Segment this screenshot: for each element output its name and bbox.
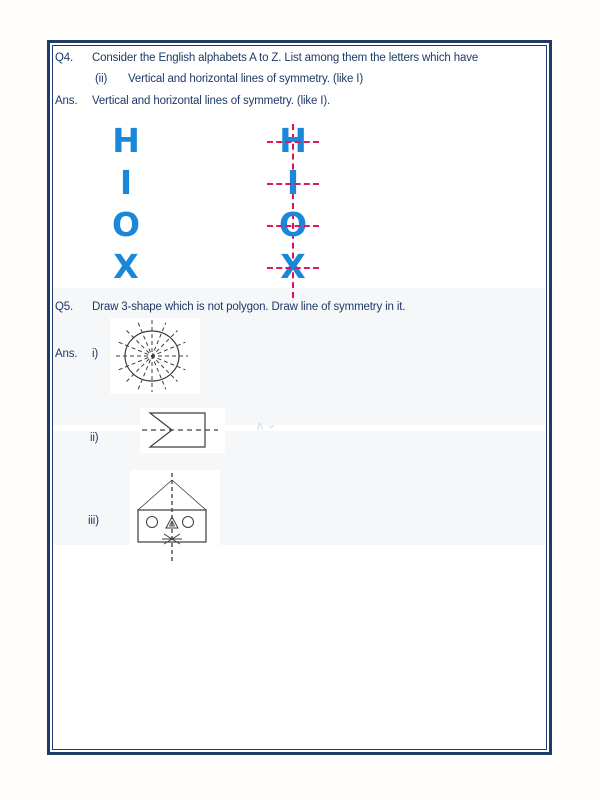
q4-answer-text: Vertical and horizontal lines of symmetry. (like I). (92, 95, 331, 107)
q4-answer-label: Ans. (55, 95, 78, 107)
q5-item-i-label: i) (92, 348, 99, 360)
q4-part-label: (ii) (95, 73, 108, 85)
row-background-band (53, 431, 545, 545)
watermark-mark: ∧⌄ (253, 415, 279, 434)
q4-question-text: Consider the English alphabets A to Z. List among them the letters which have (92, 52, 479, 64)
q5-number: Q5. (55, 301, 74, 313)
flag-symmetry-figure (140, 408, 225, 453)
letter-symmetry-x: X (280, 247, 306, 286)
letter-symmetry-i: I (286, 163, 300, 202)
q5-item-ii-label: ii) (90, 432, 99, 444)
house-symmetry-figure (130, 470, 220, 565)
letter-plain-h: H (112, 121, 140, 160)
letter-plain-o: O (111, 205, 141, 244)
horizontal-symmetry-line-h (267, 141, 319, 143)
q5-item-iii-label: iii) (88, 515, 99, 527)
letter-symmetry-o: O (278, 205, 308, 244)
letter-symmetry-h: H (279, 121, 307, 160)
circle-symmetry-figure (110, 318, 200, 394)
horizontal-symmetry-line-x (267, 267, 319, 269)
q4-number: Q4. (55, 52, 74, 64)
q5-question-text: Draw 3-shape which is not polygon. Draw line of symmetry in it. (92, 301, 406, 313)
letter-plain-x: X (113, 247, 139, 286)
letter-plain-i: I (119, 163, 133, 202)
q4-part-text: Vertical and horizontal lines of symmetry. (like I) (128, 73, 364, 85)
horizontal-symmetry-line-o (267, 225, 319, 227)
q5-answer-label: Ans. (55, 348, 78, 360)
horizontal-symmetry-line-i (267, 183, 319, 185)
